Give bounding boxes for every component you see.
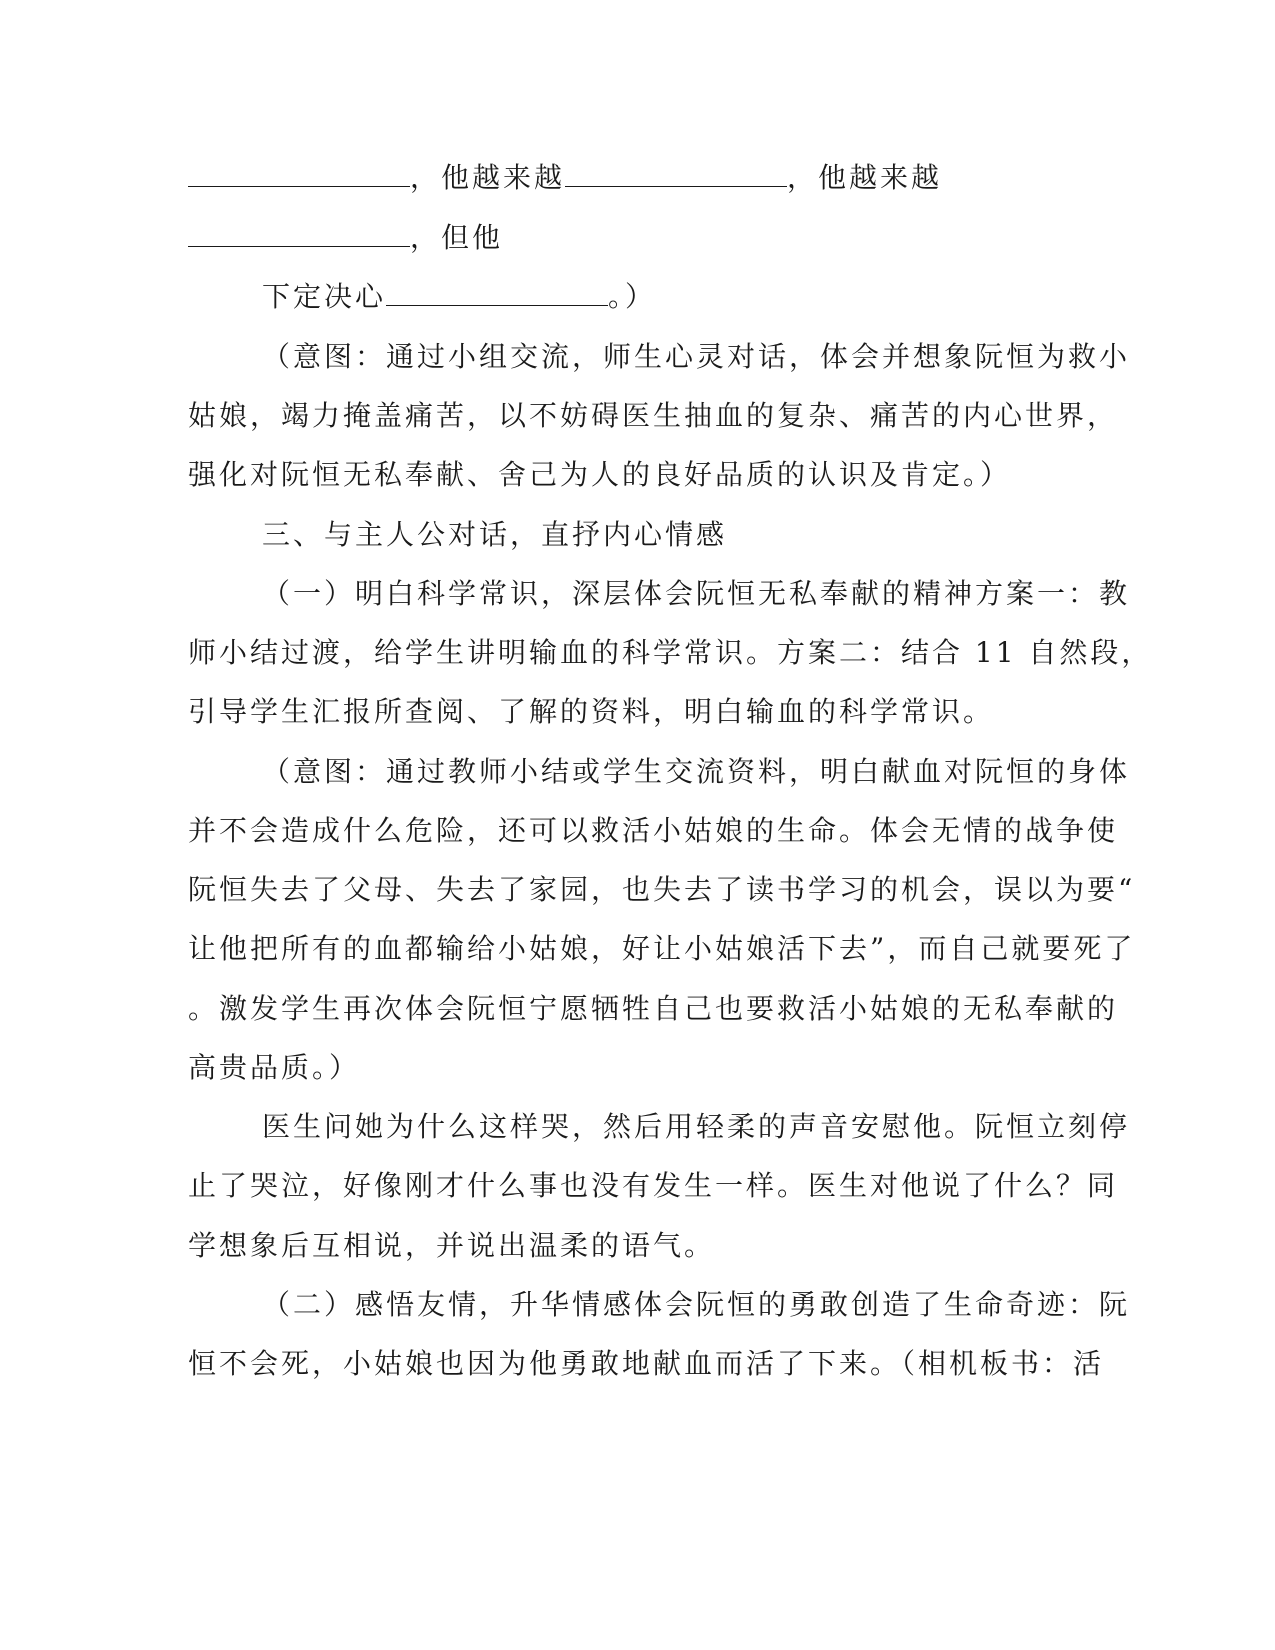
fill-blank-line-3 (262, 279, 656, 315)
paragraph-line: 让他把所有的血都输给小姑娘，好让小姑娘活下去”，而自己就要死了 (188, 932, 1136, 965)
text-segment: ，他越来越 (787, 161, 943, 194)
blank-field[interactable] (188, 220, 410, 247)
fill-blank-line-2 (188, 220, 503, 256)
paragraph-line: 。激发学生再次体会阮恒宁愿牺牲自己也要救活小姑娘的无私奉献的 (188, 992, 1119, 1025)
paragraph-line: 止了哭泣，好像刚才什么事也没有发生一样。医生对他说了什么？同 (188, 1169, 1119, 1202)
text-segment: ，他越来越 (410, 161, 566, 194)
paragraph-line: 医生问她为什么这样哭，然后用轻柔的声音安慰他。阮恒立刻停 (262, 1110, 1131, 1143)
paragraph-line: 并不会造成什么危险，还可以救活小姑娘的生命。体会无情的战争使 (188, 814, 1119, 847)
paragraph-line: （意图：通过小组交流，师生心灵对话，体会并想象阮恒为救小 (262, 340, 1131, 373)
section-heading: 三、与主人公对话，直抒内心情感 (262, 518, 728, 551)
paragraph-line: 学想象后互相说，并说出温柔的语气。 (188, 1229, 716, 1262)
paragraph-line: 高贵品质。） (188, 1051, 361, 1084)
text-segment: ，但他 (410, 221, 504, 254)
paragraph-line: 强化对阮恒无私奉献、舍己为人的良好品质的认识及肯定。） (188, 458, 1012, 491)
paragraph-line: 姑娘，竭力掩盖痛苦，以不妨碍医生抽血的复杂、痛苦的内心世界， (188, 399, 1119, 432)
paragraph-line: （一）明白科学常识，深层体会阮恒无私奉献的精神方案一：教 (262, 577, 1131, 610)
paragraph-line: （意图：通过教师小结或学生交流资料，明白献血对阮恒的身体 (262, 755, 1131, 788)
text-segment: 下定决心 (262, 280, 387, 313)
paragraph-line: 阮恒失去了父母、失去了家园，也失去了读书学习的机会，误以为要“ (188, 873, 1136, 906)
fill-blank-line-1 (188, 160, 942, 196)
blank-field[interactable] (565, 160, 787, 187)
blank-field[interactable] (386, 279, 608, 306)
paragraph-line: （二）感悟友情，升华情感体会阮恒的勇敢创造了生命奇迹：阮 (262, 1288, 1131, 1321)
blank-field[interactable] (188, 160, 410, 187)
text-segment: 。） (608, 280, 657, 313)
paragraph-line: 师小结过渡，给学生讲明输血的科学常识。方案二：结合 11 自然段， (188, 636, 1153, 669)
paragraph-line: 引导学生汇报所查阅、了解的资料，明白输血的科学常识。 (188, 695, 995, 728)
paragraph-line: 恒不会死，小姑娘也因为他勇敢地献血而活了下来。（相机板书：活 (188, 1347, 1105, 1380)
